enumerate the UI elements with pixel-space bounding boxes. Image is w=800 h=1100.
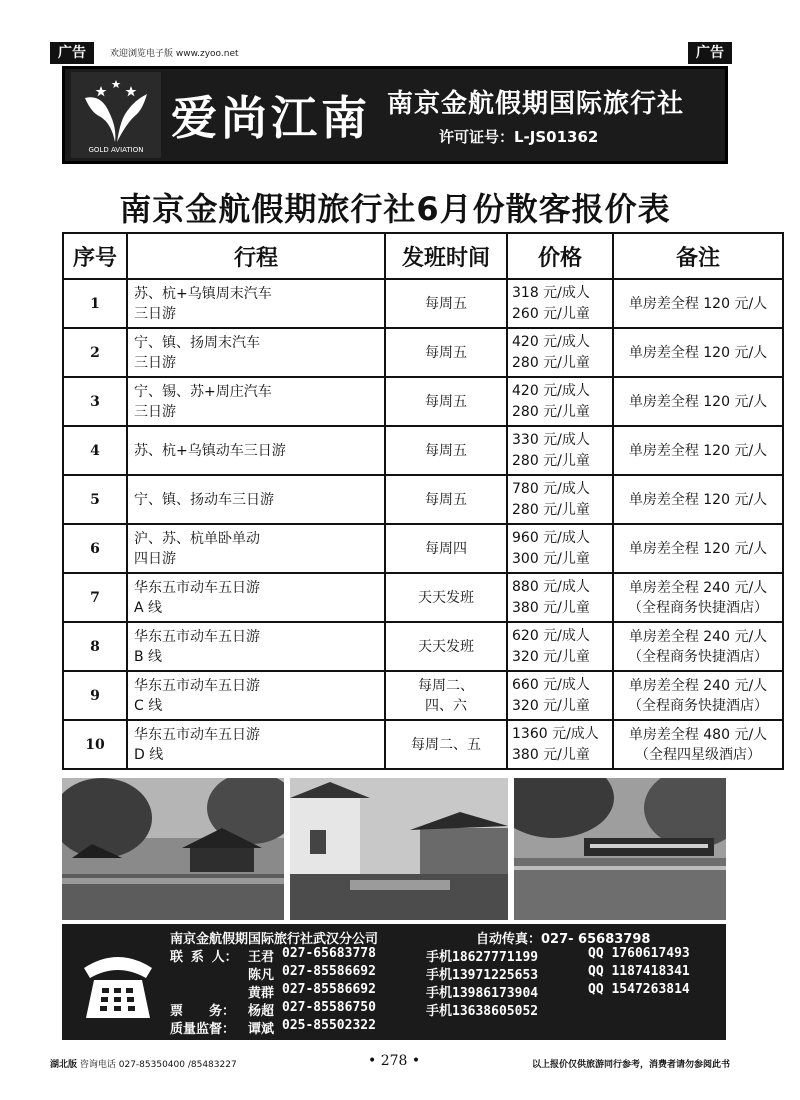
- price-cell-line: 280 元/儿童: [512, 403, 590, 420]
- note-cell-line: 单房差全程 240 元/人: [628, 628, 768, 645]
- note-cell-line: （全程商务快捷酒店）: [628, 648, 768, 665]
- route-cell-line: A 线: [134, 599, 163, 616]
- swallow-logo-icon: [71, 72, 161, 158]
- note-cell: [613, 377, 783, 426]
- route-cell-line: 华东五市动车五日游: [134, 726, 260, 743]
- note-cell: [613, 279, 783, 328]
- route-cell-line: 宁、镇、扬周末汽车: [134, 334, 260, 351]
- price-cell: [507, 671, 613, 720]
- route-cell: [127, 573, 385, 622]
- price-cell-line: 318 元/成人: [512, 284, 590, 301]
- gold-aviation-logo: [71, 72, 161, 158]
- departure-cell-line: 天天发班: [418, 589, 474, 606]
- route-cell-line: 华东五市动车五日游: [134, 628, 260, 645]
- contact-tel[interactable]: 027-85586692: [282, 964, 376, 979]
- agency-name: 南京金航假期国际旅行社: [387, 89, 685, 119]
- scenery-photos: [62, 778, 726, 920]
- note-cell-line: （全程商务快捷酒店）: [628, 599, 768, 616]
- note-cell-line: 单房差全程 120 元/人: [628, 344, 768, 361]
- row-number: 7: [63, 573, 127, 622]
- slogan: 爱尚江南: [171, 91, 371, 145]
- route-cell-line: 苏、杭+乌镇动车三日游: [134, 442, 286, 459]
- table-row: [63, 720, 783, 769]
- route-cell: [127, 720, 385, 769]
- departure-cell: [385, 573, 507, 622]
- route-cell-line: 宁、锡、苏+周庄汽车: [134, 383, 272, 400]
- header-note: 备注: [613, 233, 783, 279]
- route-cell: [127, 426, 385, 475]
- photo-garden-pavilion: [62, 778, 284, 920]
- departure-cell: [385, 426, 507, 475]
- table-row: [63, 671, 783, 720]
- route-cell: [127, 524, 385, 573]
- note-cell: [613, 426, 783, 475]
- price-cell-line: 420 元/成人: [512, 382, 590, 399]
- ad-label-left: 广告: [50, 42, 94, 64]
- route-cell: [127, 475, 385, 524]
- note-cell: [613, 573, 783, 622]
- contact-name: 王君: [248, 950, 275, 965]
- departure-cell-line: 每周五: [425, 393, 467, 410]
- contact-qq[interactable]: QQ 1547263814: [588, 982, 690, 997]
- row-number: 10: [63, 720, 127, 769]
- price-cell-line: 1360 元/成人: [512, 725, 599, 742]
- departure-cell: [385, 328, 507, 377]
- note-cell: [613, 622, 783, 671]
- departure-cell: [385, 622, 507, 671]
- svg-text:GOLD AVIATION: GOLD AVIATION: [88, 146, 144, 154]
- note-cell-line: （全程商务快捷酒店）: [628, 697, 768, 714]
- departure-cell-line: 天天发班: [418, 638, 474, 655]
- price-cell-line: 880 元/成人: [512, 578, 590, 595]
- page-title: 南京金航假期旅行社6月份散客报价表: [119, 190, 671, 228]
- price-cell-line: 420 元/成人: [512, 333, 590, 350]
- note-cell: [613, 475, 783, 524]
- departure-cell-line: 每周四: [425, 540, 467, 557]
- departure-cell-line: 每周五: [425, 295, 467, 312]
- route-cell-line: 宁、镇、扬动车三日游: [134, 491, 274, 508]
- route-cell: [127, 328, 385, 377]
- route-cell-line: 三日游: [134, 354, 176, 371]
- ad-label-right: 广告: [688, 42, 732, 64]
- edition-label: 湖北版: [50, 1060, 78, 1070]
- row-number: 2: [63, 328, 127, 377]
- note-cell-line: 单房差全程 120 元/人: [628, 491, 768, 508]
- note-cell-line: 单房差全程 480 元/人: [628, 726, 768, 743]
- row-number: 8: [63, 622, 127, 671]
- contact-qq[interactable]: QQ 1187418341: [588, 964, 690, 979]
- contact-qq[interactable]: QQ 1760617493: [588, 946, 690, 961]
- price-cell-line: 620 元/成人: [512, 627, 590, 644]
- price-cell: [507, 622, 613, 671]
- price-cell: [507, 720, 613, 769]
- departure-cell: [385, 524, 507, 573]
- contact-name: 谭斌: [248, 1022, 275, 1037]
- contact-label: 质量监督：: [170, 1022, 236, 1037]
- row-number: 9: [63, 671, 127, 720]
- contact-mobile[interactable]: 手机13986173904: [426, 986, 539, 1001]
- footer-edition: [50, 1057, 237, 1070]
- route-cell-line: C 线: [134, 697, 163, 714]
- route-cell: [127, 279, 385, 328]
- departure-cell: [385, 377, 507, 426]
- contact-mobile[interactable]: 手机18627771199: [426, 950, 539, 965]
- row-number: 6: [63, 524, 127, 573]
- license-number: 许可证号：L-JS01362: [439, 128, 599, 146]
- header-price: 价格: [507, 233, 613, 279]
- table-row: [63, 524, 783, 573]
- route-cell: [127, 622, 385, 671]
- departure-cell-line: 每周五: [425, 442, 467, 459]
- note-cell: [613, 328, 783, 377]
- note-cell-line: 单房差全程 120 元/人: [628, 540, 768, 557]
- departure-cell: [385, 671, 507, 720]
- photo-lake-corridor: [514, 778, 726, 920]
- note-cell-line: 单房差全程 240 元/人: [628, 579, 768, 596]
- contact-tel[interactable]: 025-85502322: [282, 1018, 376, 1033]
- price-cell-line: 660 元/成人: [512, 676, 590, 693]
- route-cell-line: B 线: [134, 648, 163, 665]
- price-cell: [507, 573, 613, 622]
- table-row: [63, 475, 783, 524]
- note-cell-line: 单房差全程 120 元/人: [628, 295, 768, 312]
- contact-name: 黄群: [248, 986, 275, 1001]
- route-cell: [127, 377, 385, 426]
- route-cell-line: 华东五市动车五日游: [134, 579, 260, 596]
- contact-name: 杨超: [248, 1004, 275, 1019]
- row-number: 5: [63, 475, 127, 524]
- note-cell: [613, 671, 783, 720]
- agency-banner: [62, 66, 728, 164]
- price-cell-line: 280 元/儿童: [512, 354, 590, 371]
- price-cell: [507, 475, 613, 524]
- contact-name: 陈凡: [248, 968, 275, 983]
- branch-name: 南京金航假期国际旅行社武汉分公司: [170, 932, 379, 947]
- departure-cell: [385, 475, 507, 524]
- header-route: 行程: [127, 233, 385, 279]
- price-cell-line: 260 元/儿童: [512, 305, 590, 322]
- note-cell-line: 单房差全程 120 元/人: [628, 442, 768, 459]
- header-no: 序号: [63, 233, 127, 279]
- route-cell-line: 苏、杭+乌镇周末汽车: [134, 285, 272, 302]
- photo-water-town: [290, 778, 508, 920]
- hotline: 咨询电话 027-85350400 /85483227: [79, 1060, 237, 1070]
- price-cell: [507, 328, 613, 377]
- price-cell-line: 380 元/儿童: [512, 599, 590, 616]
- price-cell-line: 280 元/儿童: [512, 501, 590, 518]
- price-cell: [507, 377, 613, 426]
- price-cell-line: 960 元/成人: [512, 529, 590, 546]
- price-cell: [507, 524, 613, 573]
- route-cell-line: D 线: [134, 746, 164, 763]
- contact-block: [62, 924, 726, 1040]
- contact-tel[interactable]: 027-85586692: [282, 982, 376, 997]
- route-cell-line: 华东五市动车五日游: [134, 677, 260, 694]
- price-cell-line: 300 元/儿童: [512, 550, 590, 567]
- departure-cell-line: 每周二、: [418, 677, 474, 694]
- price-cell-line: 330 元/成人: [512, 431, 590, 448]
- table-header-row: [63, 233, 783, 279]
- note-cell-line: 单房差全程 240 元/人: [628, 677, 768, 694]
- route-cell-line: 三日游: [134, 305, 176, 322]
- departure-cell-line: 每周五: [425, 491, 467, 508]
- table-row: [63, 426, 783, 475]
- price-cell-line: 780 元/成人: [512, 480, 590, 497]
- departure-cell: [385, 279, 507, 328]
- departure-cell-line: 每周五: [425, 344, 467, 361]
- contact-tel[interactable]: 027-85586750: [282, 1000, 376, 1015]
- note-cell: [613, 524, 783, 573]
- table-row: [63, 279, 783, 328]
- contact-mobile[interactable]: 手机13971225653: [426, 968, 539, 983]
- page-number: • 278 •: [368, 1053, 421, 1069]
- site-note[interactable]: 欢迎浏览电子版 www.zyoo.net: [110, 49, 239, 59]
- route-cell-line: 三日游: [134, 403, 176, 420]
- price-cell: [507, 426, 613, 475]
- route-cell: [127, 671, 385, 720]
- auto-fax: 自动传真：027- 65683798: [476, 932, 651, 947]
- price-cell-line: 320 元/儿童: [512, 648, 590, 665]
- price-cell: [507, 279, 613, 328]
- note-cell-line: （全程四星级酒店）: [635, 746, 761, 763]
- row-number: 3: [63, 377, 127, 426]
- row-number: 4: [63, 426, 127, 475]
- contact-tel[interactable]: 027-65683778: [282, 946, 376, 961]
- route-cell-line: 四日游: [134, 550, 176, 567]
- disclaimer: 以上报价仅供旅游同行参考，消费者请勿参阅此书: [531, 1060, 730, 1070]
- price-cell-line: 280 元/儿童: [512, 452, 590, 469]
- departure-cell-line: 每周二、五: [411, 736, 481, 753]
- note-cell-line: 单房差全程 120 元/人: [628, 393, 768, 410]
- contact-label: 票 务：: [170, 1004, 236, 1019]
- table-row: [63, 328, 783, 377]
- departure-cell-line: 四、六: [425, 697, 467, 714]
- contact-mobile[interactable]: 手机13638605052: [426, 1004, 539, 1019]
- route-cell-line: 沪、苏、杭单卧单动: [134, 530, 260, 547]
- departure-cell: [385, 720, 507, 769]
- header-time: 发班时间: [385, 233, 507, 279]
- note-cell: [613, 720, 783, 769]
- price-table: [62, 232, 784, 770]
- contact-label: 联 系 人：: [170, 950, 238, 965]
- row-number: 1: [63, 279, 127, 328]
- price-cell-line: 380 元/儿童: [512, 746, 590, 763]
- table-row: [63, 622, 783, 671]
- table-row: [63, 377, 783, 426]
- telephone-icon: [76, 942, 160, 1026]
- table-row: [63, 573, 783, 622]
- price-cell-line: 320 元/儿童: [512, 697, 590, 714]
